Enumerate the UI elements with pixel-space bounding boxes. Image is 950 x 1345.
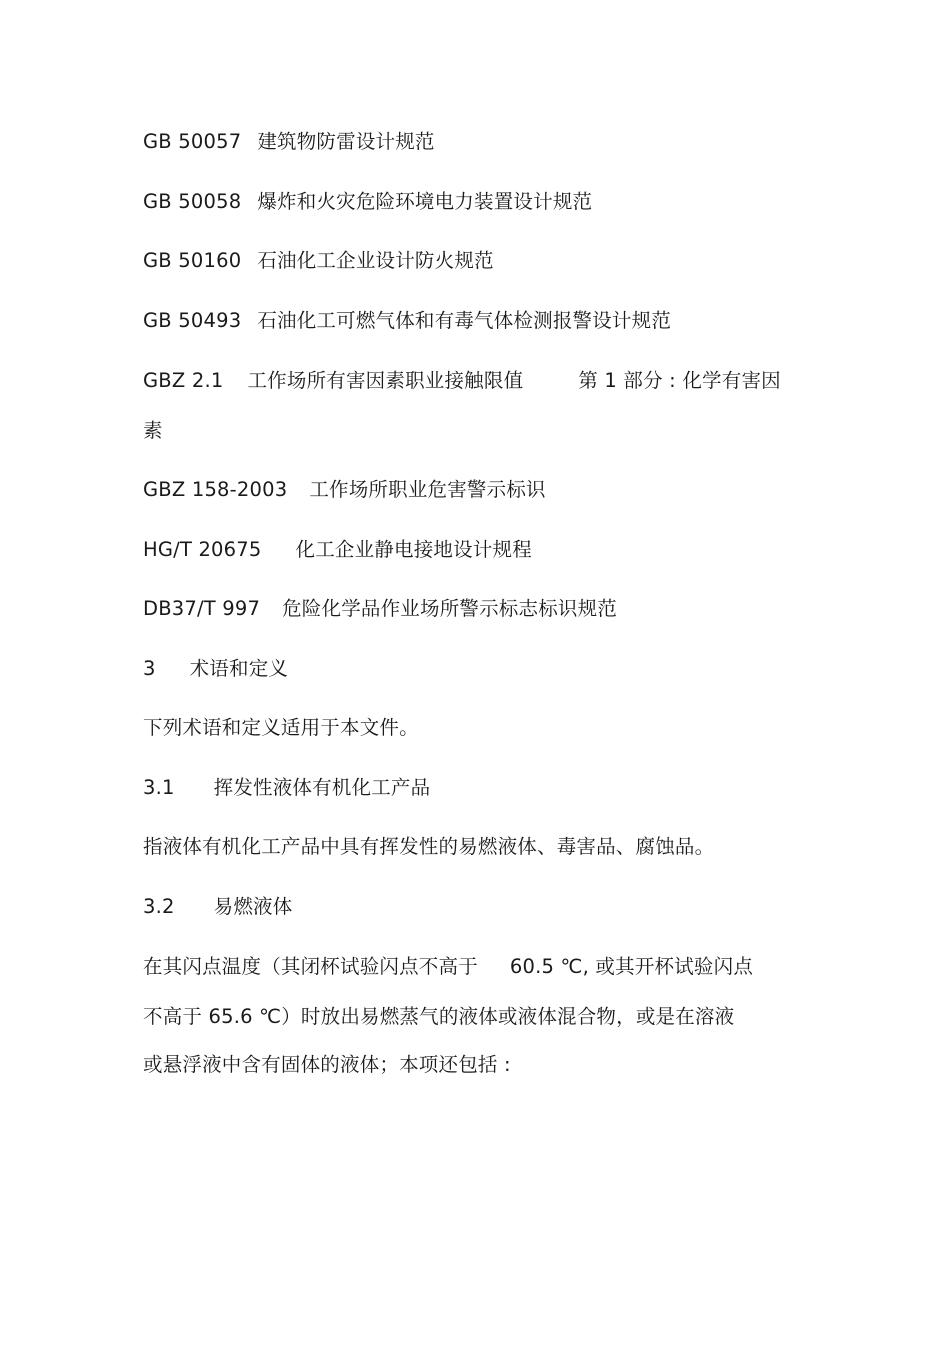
standard-title-continuation-text: 素: [143, 419, 163, 442]
standard-title: 建筑物防雷设计规范: [257, 130, 435, 153]
standard-ref-gb50058: [143, 189, 592, 215]
term-definition-line: [143, 1004, 734, 1030]
standard-ref-gbz158: [143, 477, 546, 503]
standard-title: 工作场所有害因素职业接触限值: [247, 369, 524, 392]
term-definition-text: 指液体有机化工产品中具有挥发性的易燃液体、毒害品、腐蚀品。: [143, 835, 715, 858]
standard-title: 爆炸和火灾危险环境电力装置设计规范: [257, 190, 593, 213]
term-definition-text: 不高于 65.6 ℃）时放出易燃蒸气的液体或液体混合物，或是在溶液: [143, 1005, 735, 1028]
standard-ref-gb50493: [143, 308, 671, 334]
term-definition-text: 60.5 ℃, 或其开杯试验闪点: [509, 955, 754, 978]
standard-ref-gb50160: [143, 248, 494, 274]
term-title: 挥发性液体有机化工产品: [213, 776, 431, 799]
term-definition-line: [143, 1052, 511, 1078]
section-intro-text: 下列术语和定义适用于本文件。: [143, 716, 419, 739]
standard-code: DB37/T 997: [143, 597, 261, 620]
standard-code: GBZ 2.1: [143, 369, 224, 392]
standard-title-continuation: [143, 418, 163, 444]
section-title: 术语和定义: [189, 657, 289, 680]
standard-code: GB 50058: [143, 190, 242, 213]
term-definition-text: 或悬浮液中含有固体的液体；本项还包括 :: [143, 1053, 511, 1076]
term-title: 易燃液体: [213, 895, 293, 918]
standard-title: 化工企业静电接地设计规程: [295, 538, 532, 561]
section-heading: [143, 656, 288, 682]
standard-title: 工作场所职业危害警示标识: [309, 478, 546, 501]
term-definition-line: [143, 954, 753, 980]
term-definition-text: 在其闪点温度（其闭杯试验闪点不高于: [143, 955, 478, 978]
standard-ref-gb50057: [143, 129, 435, 155]
standard-title: 石油化工可燃气体和有毒气体检测报警设计规范: [257, 309, 672, 332]
standard-title: 石油化工企业设计防火规范: [257, 249, 494, 272]
term-definition: [143, 834, 714, 860]
section-number: 3: [143, 657, 156, 680]
standard-ref-hgt20675: [143, 537, 532, 563]
section-intro: [143, 715, 419, 741]
standard-ref-gbz2-1: [143, 368, 781, 394]
standard-code: HG∕T 20675: [143, 538, 262, 561]
term-number: 3.2: [143, 895, 175, 918]
term-heading: [143, 775, 430, 801]
standard-code: GB 50160: [143, 249, 242, 272]
term-number: 3.1: [143, 776, 175, 799]
term-heading: [143, 894, 292, 920]
standard-ref-db37t997: [143, 596, 617, 622]
standard-title: 危险化学品作业场所警示标志标识规范: [282, 597, 618, 620]
standard-part: 第 1 部分 : 化学有害因: [578, 369, 781, 392]
standard-code: GB 50057: [143, 130, 242, 153]
standard-code: GBZ 158-2003: [143, 478, 288, 501]
standard-code: GB 50493: [143, 309, 242, 332]
